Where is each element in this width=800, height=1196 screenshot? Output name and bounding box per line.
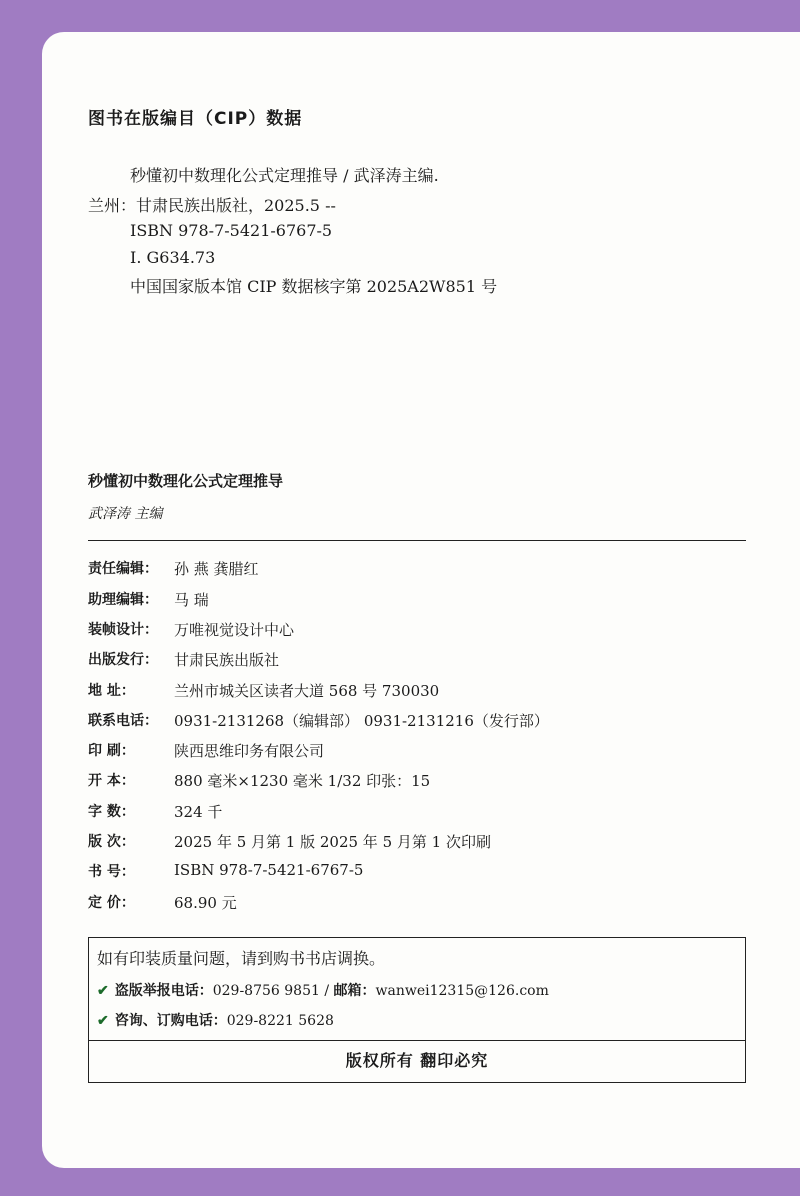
book-title: 秒懂初中数理化公式定理推导 <box>88 472 284 490</box>
detail-label: 联系电话： <box>88 713 158 729</box>
checkmark-icon: ✔ <box>97 1013 109 1029</box>
detail-label: 地 址： <box>88 683 135 699</box>
detail-value: 324 千 <box>174 803 223 821</box>
piracy-phone: 029-8756 9851 / <box>212 983 334 999</box>
quality-notice: 如有印装质量问题，请到购书书店调换。 <box>97 949 386 968</box>
detail-label: 字 数： <box>88 804 135 820</box>
notice-box <box>88 937 746 1083</box>
detail-value: 2025 年 5 月第 1 版 2025 年 5 月第 1 次印刷 <box>174 833 491 851</box>
detail-label: 印 刷： <box>88 743 135 759</box>
cip-line-title: 秒懂初中数理化公式定理推导 / 武泽涛主编. <box>130 166 439 185</box>
cip-line-classification: Ⅰ. G634.73 <box>130 248 216 267</box>
detail-value: 马 瑞 <box>174 591 209 609</box>
detail-value: 68.90 元 <box>174 894 237 912</box>
detail-value: 0931-2131268（编辑部） 0931-2131216（发行部） <box>174 712 549 730</box>
cip-heading: 图书在版编目（CIP）数据 <box>88 109 303 129</box>
cip-line-isbn: ISBN 978-7-5421-6767-5 <box>130 221 333 240</box>
detail-label: 定 价： <box>88 895 135 911</box>
cip-line-publisher: 兰州：甘肃民族出版社，2025.5 -- <box>88 196 336 215</box>
checkmark-icon: ✔ <box>97 983 109 999</box>
detail-value: 陕西思维印务有限公司 <box>174 742 325 760</box>
detail-value: 兰州市城关区读者大道 568 号 730030 <box>174 682 440 700</box>
detail-label: 助理编辑： <box>88 592 158 608</box>
email-address[interactable]: wanwei12315@126.com <box>375 983 549 999</box>
detail-value: ISBN 978-7-5421-6767-5 <box>174 861 364 879</box>
detail-value: 甘肃民族出版社 <box>174 651 280 669</box>
divider-rule <box>88 540 746 541</box>
detail-label: 开 本： <box>88 773 135 789</box>
detail-label: 出版发行： <box>88 652 158 668</box>
detail-label: 版 次： <box>88 834 135 850</box>
detail-value: 880 毫米×1230 毫米 1/32 印张：15 <box>174 772 431 790</box>
detail-label: 责任编辑： <box>88 561 158 577</box>
order-phone: 029-8221 5628 <box>226 1013 334 1029</box>
book-author: 武泽涛 主编 <box>88 506 163 522</box>
detail-label: 装帧设计： <box>88 622 158 638</box>
detail-value: 孙 燕 龚腊红 <box>174 560 259 578</box>
copyright-notice: 版权所有 翻印必究 <box>345 1051 489 1070</box>
cip-line-record-number: 中国国家版本馆 CIP 数据核字第 2025A2W851 号 <box>130 277 498 296</box>
piracy-label: 盗版举报电话： <box>114 983 213 999</box>
box-divider <box>89 1040 745 1041</box>
detail-label: 书 号： <box>88 864 135 880</box>
detail-value: 万唯视觉设计中心 <box>174 621 295 639</box>
order-line <box>97 1010 334 1030</box>
order-label: 咨询、订购电话： <box>114 1013 227 1029</box>
email-label: 邮箱： <box>333 983 376 999</box>
piracy-report-line <box>97 980 549 1000</box>
